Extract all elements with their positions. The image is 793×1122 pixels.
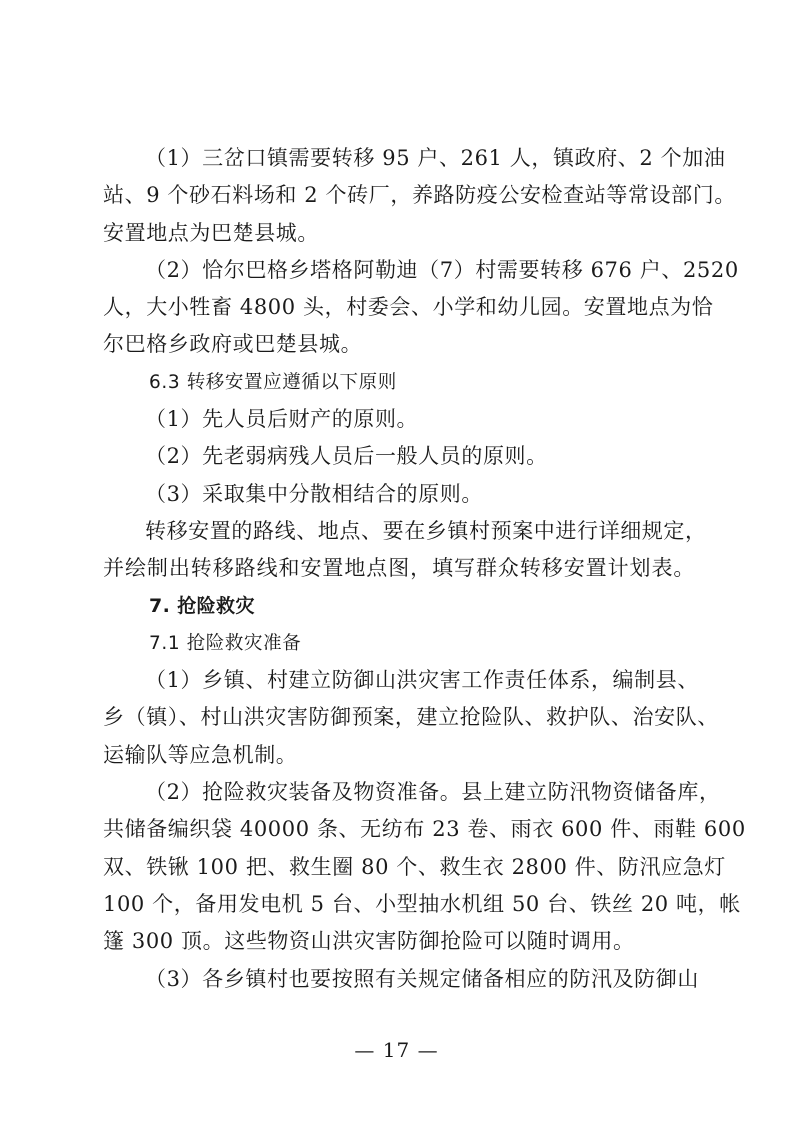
paragraph-line: 人，大小牲畜 4800 头，村委会、小学和幼儿园。安置地点为恰 [103,295,714,320]
paragraph-line: （3）各乡镇村也要按照有关规定储备相应的防汛及防御山 [145,966,699,991]
paragraph-line: 并绘制出转移路线和安置地点图，填写群众转移安置计划表。 [103,556,695,581]
paragraph-line: 安置地点为巴楚县城。 [103,220,319,245]
document-body [103,140,746,998]
paragraph-line: 运输队等应急机制。 [103,742,298,767]
section-heading-6-3: 6.3 转移安置应遵循以下原则 [149,371,397,393]
paragraph-line: 共储备编织袋 40000 条、无纺布 23 卷、雨衣 600 件、雨鞋 600 [103,817,746,842]
paragraph-line: （1）乡镇、村建立防御山洪灾害工作责任体系，编制县、 [145,668,699,693]
paragraph-line: 100 个，备用发电机 5 台、小型抽水机组 50 台、铁丝 20 吨，帐 [103,891,741,916]
paragraph-line: 转移安置的路线、地点、要在乡镇村预案中进行详细规定， [145,518,707,543]
paragraph-line: （2）抢险救灾装备及物资准备。县上建立防汛物资储备库， [145,780,721,805]
paragraph-line: （2）先老弱病残人员后一般人员的原则。 [145,444,548,469]
paragraph-line: （2）恰尔巴格乡塔格阿勒迪（7）村需要转移 676 户、2520 [145,257,739,282]
section-heading-7-1: 7.1 抢险救灾准备 [149,632,302,654]
paragraph-line: 双、铁锹 100 把、救生圈 80 个、救生衣 2800 件、防汛应急灯 [103,854,726,879]
paragraph-line: 乡（镇）、村山洪灾害防御预案，建立抢险队、救护队、治安队、 [103,705,719,730]
paragraph-line: 尔巴格乡政府或巴楚县城。 [103,332,363,357]
paragraph-line: 站、9 个砂石料场和 2 个砖厂，养路防疫公安检查站等常设部门。 [103,183,736,208]
paragraph-line: （3）采取集中分散相结合的原则。 [145,481,483,506]
paragraph-line: （1）三岔口镇需要转移 95 户、261 人，镇政府、2 个加油 [145,146,726,170]
section-heading-7: 7. 抢险救灾 [149,594,255,617]
paragraph-line: （1）先人员后财产的原则。 [145,407,419,432]
paragraph-line: 篷 300 顶。这些物资山洪灾害防御抢险可以随时调用。 [103,929,635,954]
page-number: — 17 — [354,1038,439,1062]
